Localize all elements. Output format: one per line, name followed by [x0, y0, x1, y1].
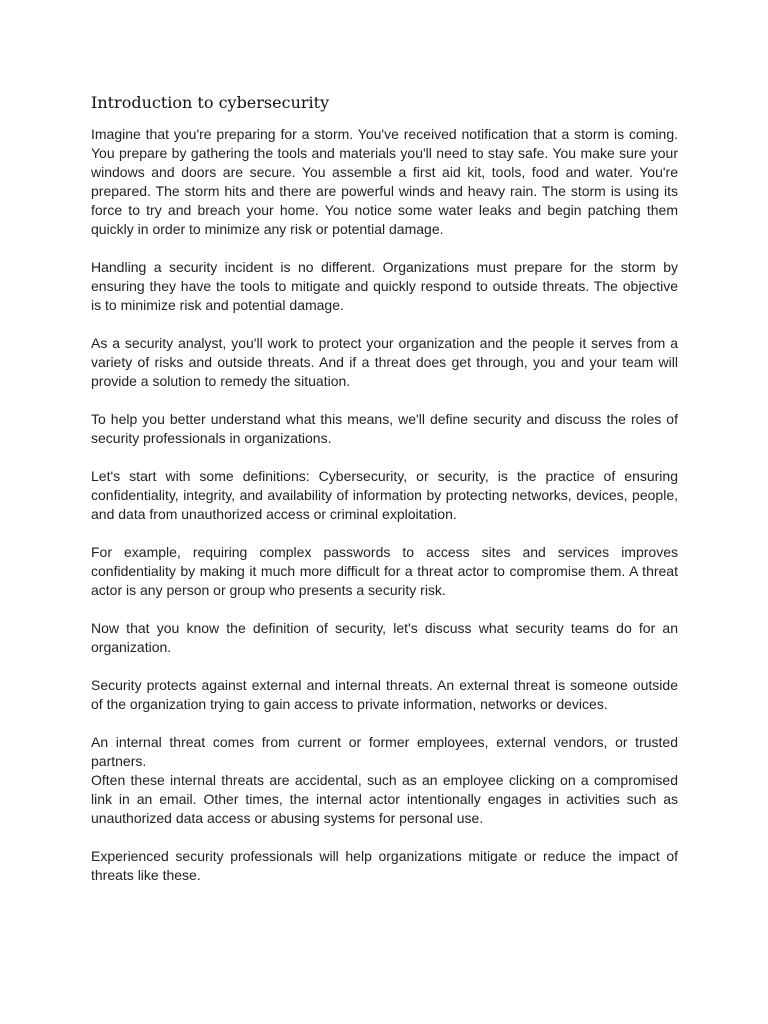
- paragraph-roles-intro: To help you better understand what this means, we'll define security and discuss the roles of security professionals in organizations.: [91, 411, 678, 446]
- paragraph-accidental-threats: Often these internal threats are accidental, such as an employee clicking on a compromised link in an email. Other times, the internal actor intentionally engages in activities such as unauthorized data access or abusing systems for personal use.: [91, 772, 678, 826]
- paragraph-security-analyst: As a security analyst, you'll work to protect your organization and the people it serves from a variety of risks and outside threats. And if a threat does get through, you and your team will provide a solution to remedy the situation.: [91, 335, 678, 389]
- paragraph-security-incident: Handling a security incident is no different. Organizations must prepare for the storm by ensuring they have the tools to mitigate and quickly respond to outside threats. The objective is to minimize risk and potential damage.: [91, 259, 678, 313]
- paragraph-security-teams: Now that you know the definition of security, let's discuss what security teams do for an organization.: [91, 620, 678, 655]
- paragraph-professionals: Experienced security professionals will help organizations mitigate or reduce the impact of threats like these.: [91, 848, 678, 883]
- paragraph-definition: Let's start with some definitions: Cybersecurity, or security, is the practice of ensuring confidentiality, integrity, and availability of information by protecting networks, devices, people, and data from unauthorized access or criminal exploitation.: [91, 468, 678, 522]
- paragraph-example-passwords: For example, requiring complex passwords to access sites and services improves confidentiality by making it much more difficult for a threat actor to compromise them. A threat actor is any person or group who presents a security risk.: [91, 544, 678, 598]
- paragraph-storm-analogy: Imagine that you're preparing for a storm. You've received notification that a storm is coming. You prepare by gathering the tools and materials you'll need to stay safe. You make sure your windows and doors are secure. You assemble a first aid kit, tools, food and water. You're prepared. The storm hits and there are powerful winds and heavy rain. The storm is using its force to try and breach your home. You notice some water leaks and begin patching them quickly in order to minimize any risk or potential damage.: [91, 126, 678, 237]
- paragraph-external-threats: Security protects against external and internal threats. An external threat is someone outside of the organization trying to gain access to private information, networks or devices.: [91, 677, 678, 712]
- document-title: Introduction to cybersecurity: [91, 93, 330, 112]
- document-body: [91, 125, 678, 904]
- paragraph-internal-threat: An internal threat comes from current or former employees, external vendors, or trusted partners.: [91, 734, 678, 769]
